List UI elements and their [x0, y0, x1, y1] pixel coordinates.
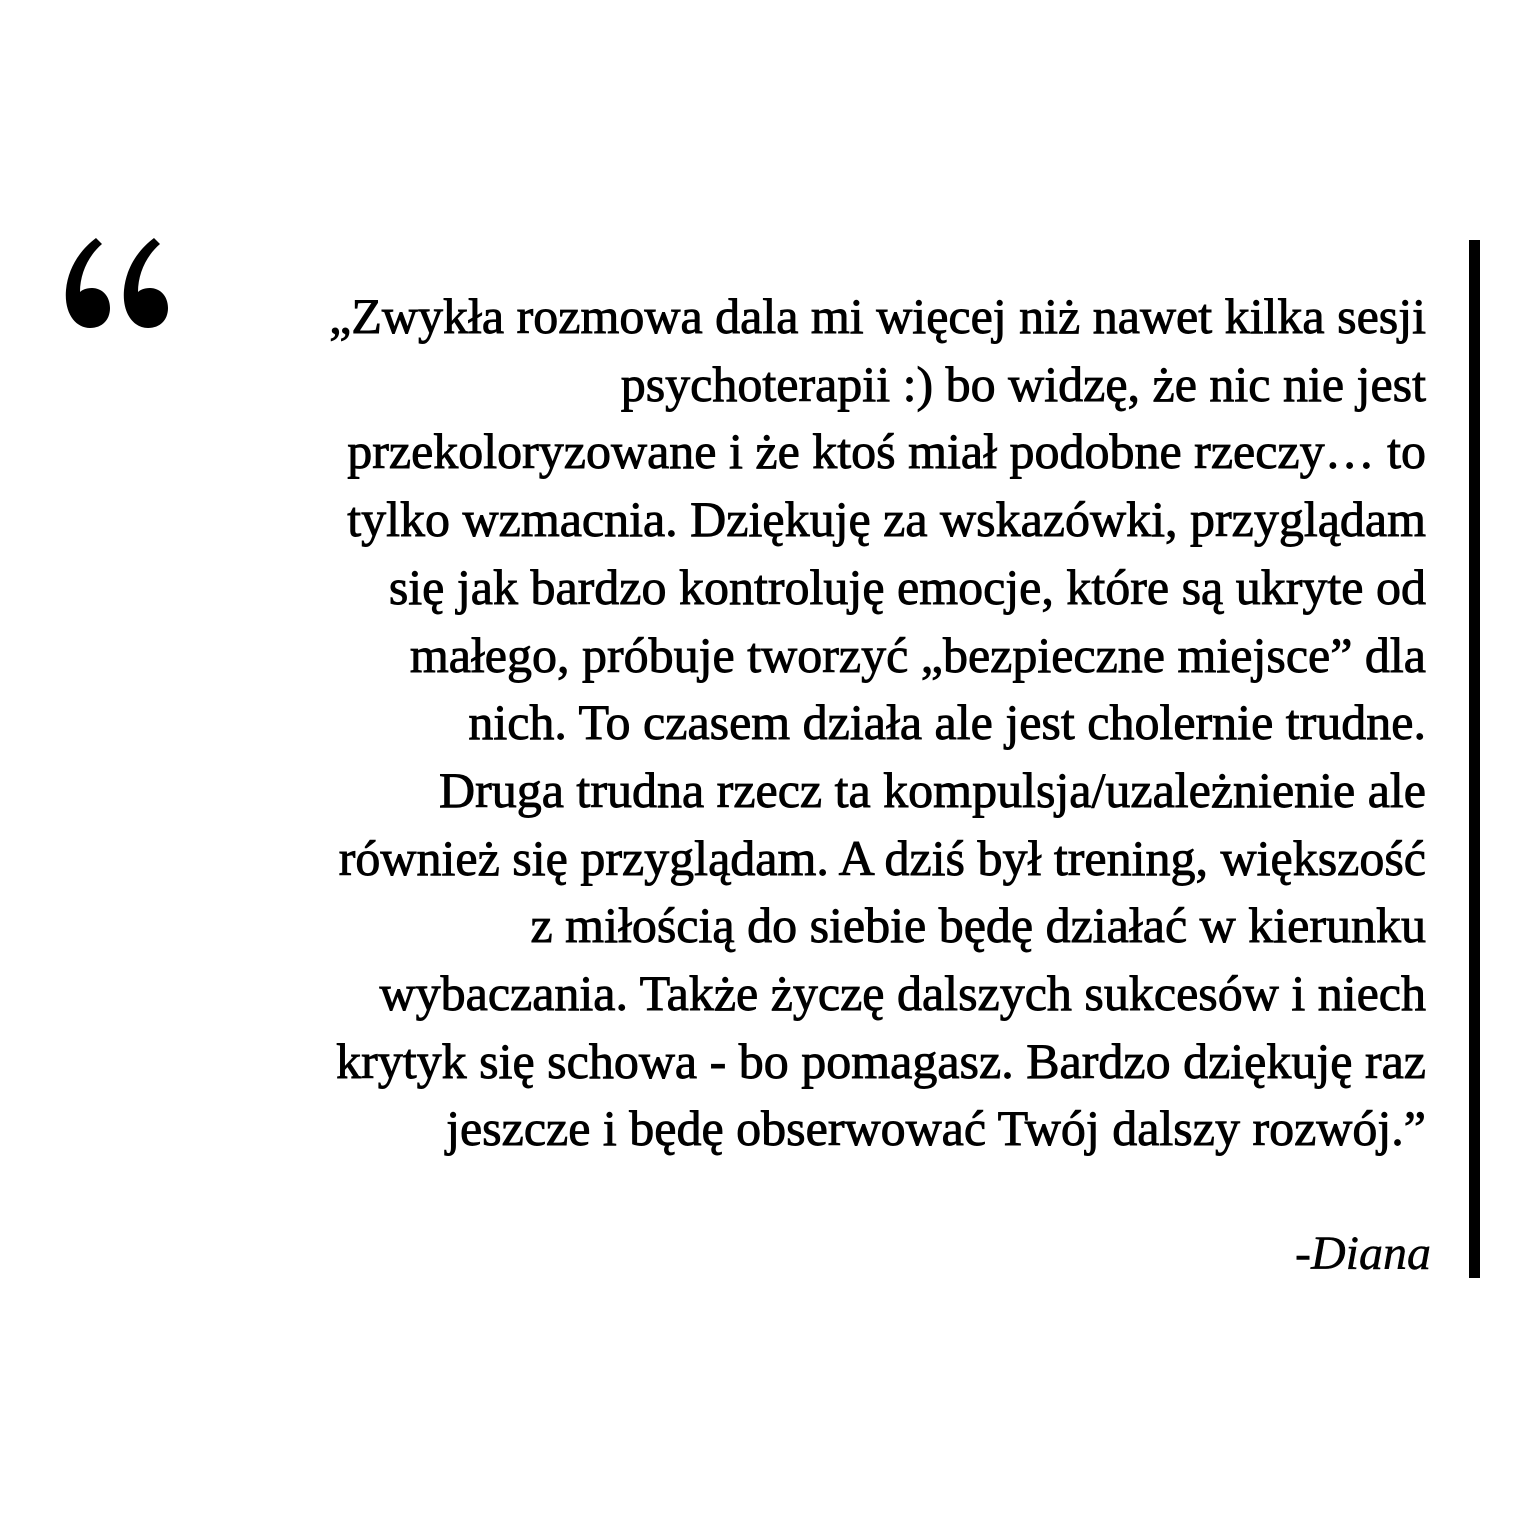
quote-line: się jak bardzo kontroluję emocje, które są ukryte od — [388, 558, 1426, 615]
quote-line: z miłością do siebie będę działać w kierunku — [530, 897, 1426, 954]
quote-line: jeszcze i będę obserwować Twój dalszy rozwój.” — [446, 1100, 1426, 1157]
quote-line: przekoloryzowane i że ktoś miał podobne rzeczy… to — [347, 423, 1426, 480]
quote-line: krytyk się schowa - bo pomagasz. Bardzo dziękuję raz — [336, 1032, 1426, 1089]
quote-line: „Zwykła rozmowa dala mi więcej niż nawet kilka sesji — [329, 288, 1426, 344]
quote-line: psychoterapii :) bo widzę, że nic nie jest — [620, 355, 1426, 412]
quote-line: tylko wzmacnia. Dziękuję za wskazówki, przyglądam — [347, 491, 1426, 548]
quote-line: nich. To czasem działa ale jest cholernie trudne. — [468, 694, 1426, 751]
testimonial-quote — [200, 283, 1426, 1163]
vertical-accent-bar — [1469, 240, 1480, 1278]
quote-line: Druga trudna rzecz ta kompulsja/uzależnienie ale — [438, 761, 1426, 818]
quote-line: małego, próbuje tworzyć „bezpieczne miejsce” dla — [409, 626, 1426, 683]
author-signature: -Diana — [1295, 1227, 1431, 1280]
quote-line: również się przyglądam. A dziś był trening, większość — [338, 829, 1426, 886]
quote-line: wybaczania. Także życzę dalszych sukcesów i niech — [379, 965, 1426, 1022]
opening-quote-icon — [62, 228, 172, 338]
quote-text — [200, 283, 1426, 1163]
